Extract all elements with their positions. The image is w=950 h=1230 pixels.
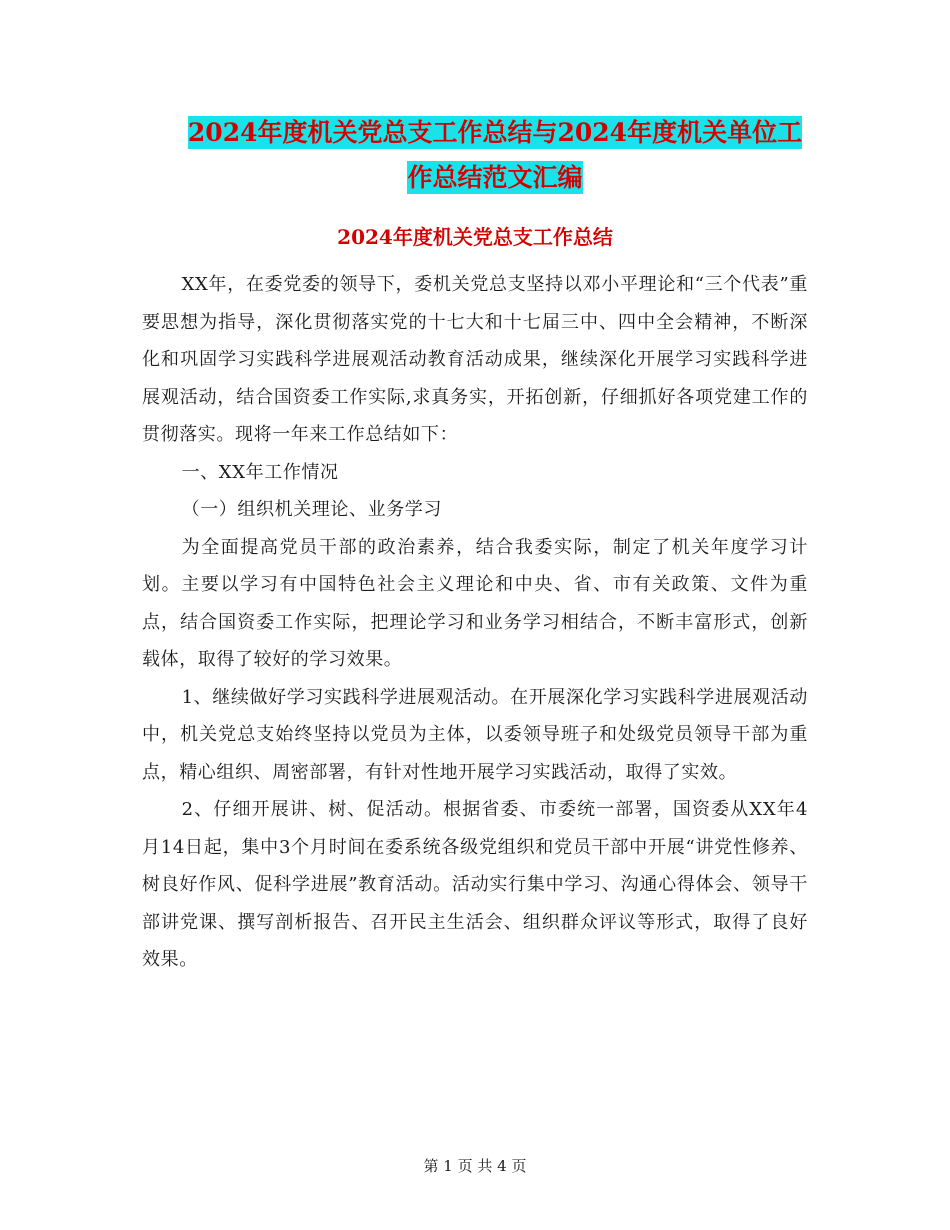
document-body <box>142 266 808 979</box>
heading-work-status: 一、XX年工作情况 <box>181 461 339 483</box>
page-footer: 第 1 页 共 4 页 <box>423 1157 527 1175</box>
subheading-study: （一）组织机关理论、业务学习 <box>181 499 442 520</box>
document-title <box>140 110 850 200</box>
paragraph-item-2: 2、仔细开展讲、树、促活动。根据省委、市委统一部署，国资委从XX年4月14日起，集中3个月时间在委系统各级党组织和党员干部中开展“讲党性修养、树良好作风、促科学进展”教育活动。活动实行集中学习、沟通心得体会、领导干部讲党课、撰写剖析报告、召开民主生活会、组织群众评议等形式，取得了良好效果。 <box>142 799 808 970</box>
document-title-line1: 2024年度机关党总支工作总结与2024年度机关单位工 <box>187 118 803 147</box>
section-title: 2024年度机关党总支工作总结 <box>337 225 613 249</box>
paragraph-study: 为全面提高党员干部的政治素养，结合我委实际，制定了机关年度学习计划。主要以学习有中国特色社会主义理论和中央、省、市有关政策、文件为重点，结合国资委工作实际，把理论学习和业务学习相结合，不断丰富形式，创新载体，取得了较好的学习效果。 <box>142 536 808 670</box>
paragraph-intro: XX年，在委党委的领导下，委机关党总支坚持以邓小平理论和“三个代表”重要思想为指导，深化贯彻落实党的十七大和十七届三中、四中全会精神，不断深化和巩固学习实践科学进展观活动教育活动成果，继续深化开展学习实践科学进展观活动，结合国资委工作实际,求真务实，开拓创新，仔细抓好各项党建工作的贯彻落实。现将一年来工作总结如下： <box>142 274 808 445</box>
document-title-line2: 作总结范文汇编 <box>407 163 583 192</box>
paragraph-item-1: 1、继续做好学习实践科学进展观活动。在开展深化学习实践科学进展观活动中，机关党总支始终坚持以党员为主体，以委领导班子和处级党员领导干部为重点，精心组织、周密部署，有针对性地开展学习实践活动，取得了实效。 <box>142 686 808 783</box>
